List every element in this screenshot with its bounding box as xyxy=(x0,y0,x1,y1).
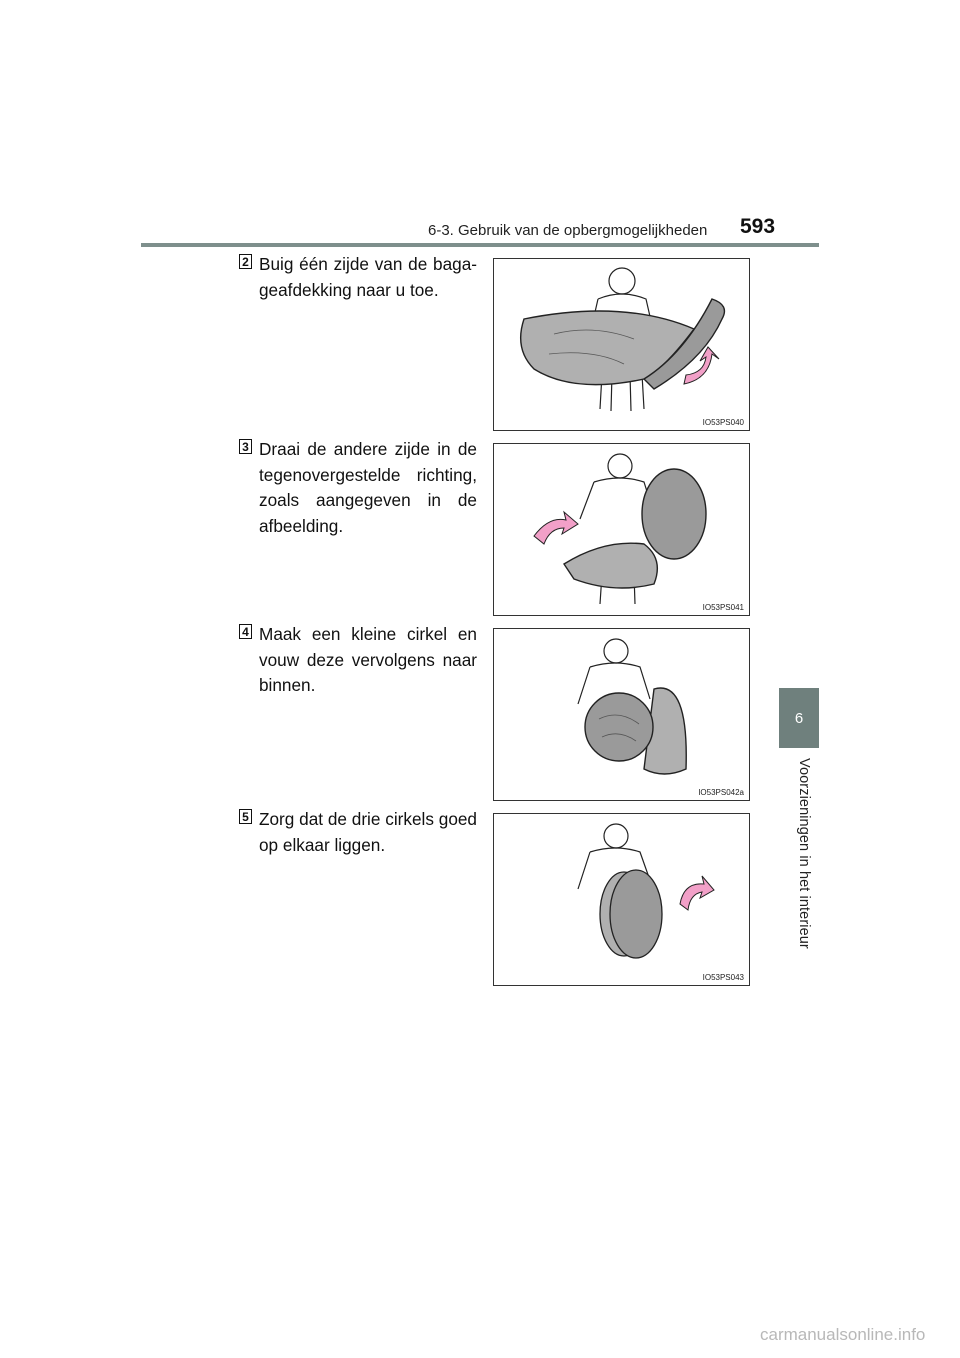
step-text: Buig één zijde van de baga-geafdekking naar u toe. xyxy=(259,254,477,300)
cover-twist-illustration xyxy=(494,444,749,615)
page-number: 593 xyxy=(740,215,776,238)
section-title: 6-3. Gebruik van de opbergmogelijkheden xyxy=(428,222,708,239)
watermark: carmanualsonline.info xyxy=(760,1325,926,1344)
cover-circle-illustration xyxy=(494,629,749,800)
step-badge: 5 xyxy=(239,809,252,824)
step-badge: 2 xyxy=(239,254,252,269)
figure-code: IO53PS041 xyxy=(702,603,744,612)
figure-code: IO53PS042a xyxy=(698,788,744,797)
figure-step-5 xyxy=(493,813,750,986)
figure-step-3 xyxy=(493,443,750,616)
figure-code: IO53PS040 xyxy=(702,418,744,427)
step-badge: 3 xyxy=(239,439,252,454)
step-text: Maak een kleine cirkel en vouw deze vervolgens naar binnen. xyxy=(259,624,477,695)
cover-bend-illustration xyxy=(494,259,749,430)
chapter-number: 6 xyxy=(794,709,804,727)
chapter-label: Voorzieningen in het interieur xyxy=(796,758,812,949)
figure-step-2 xyxy=(493,258,750,431)
figure-code: IO53PS043 xyxy=(702,973,744,982)
cover-stack-illustration xyxy=(494,814,749,985)
step-text: Zorg dat de drie cirkels goed op elkaar liggen. xyxy=(259,809,477,855)
figure-step-4 xyxy=(493,628,750,801)
header-rule xyxy=(141,243,819,247)
chapter-tab[interactable] xyxy=(779,688,819,748)
step-badge: 4 xyxy=(239,624,252,639)
step-text: Draai de andere zijde in de tegenovergestelde richting, zoals aangegeven in de afbeelding. xyxy=(259,439,477,536)
